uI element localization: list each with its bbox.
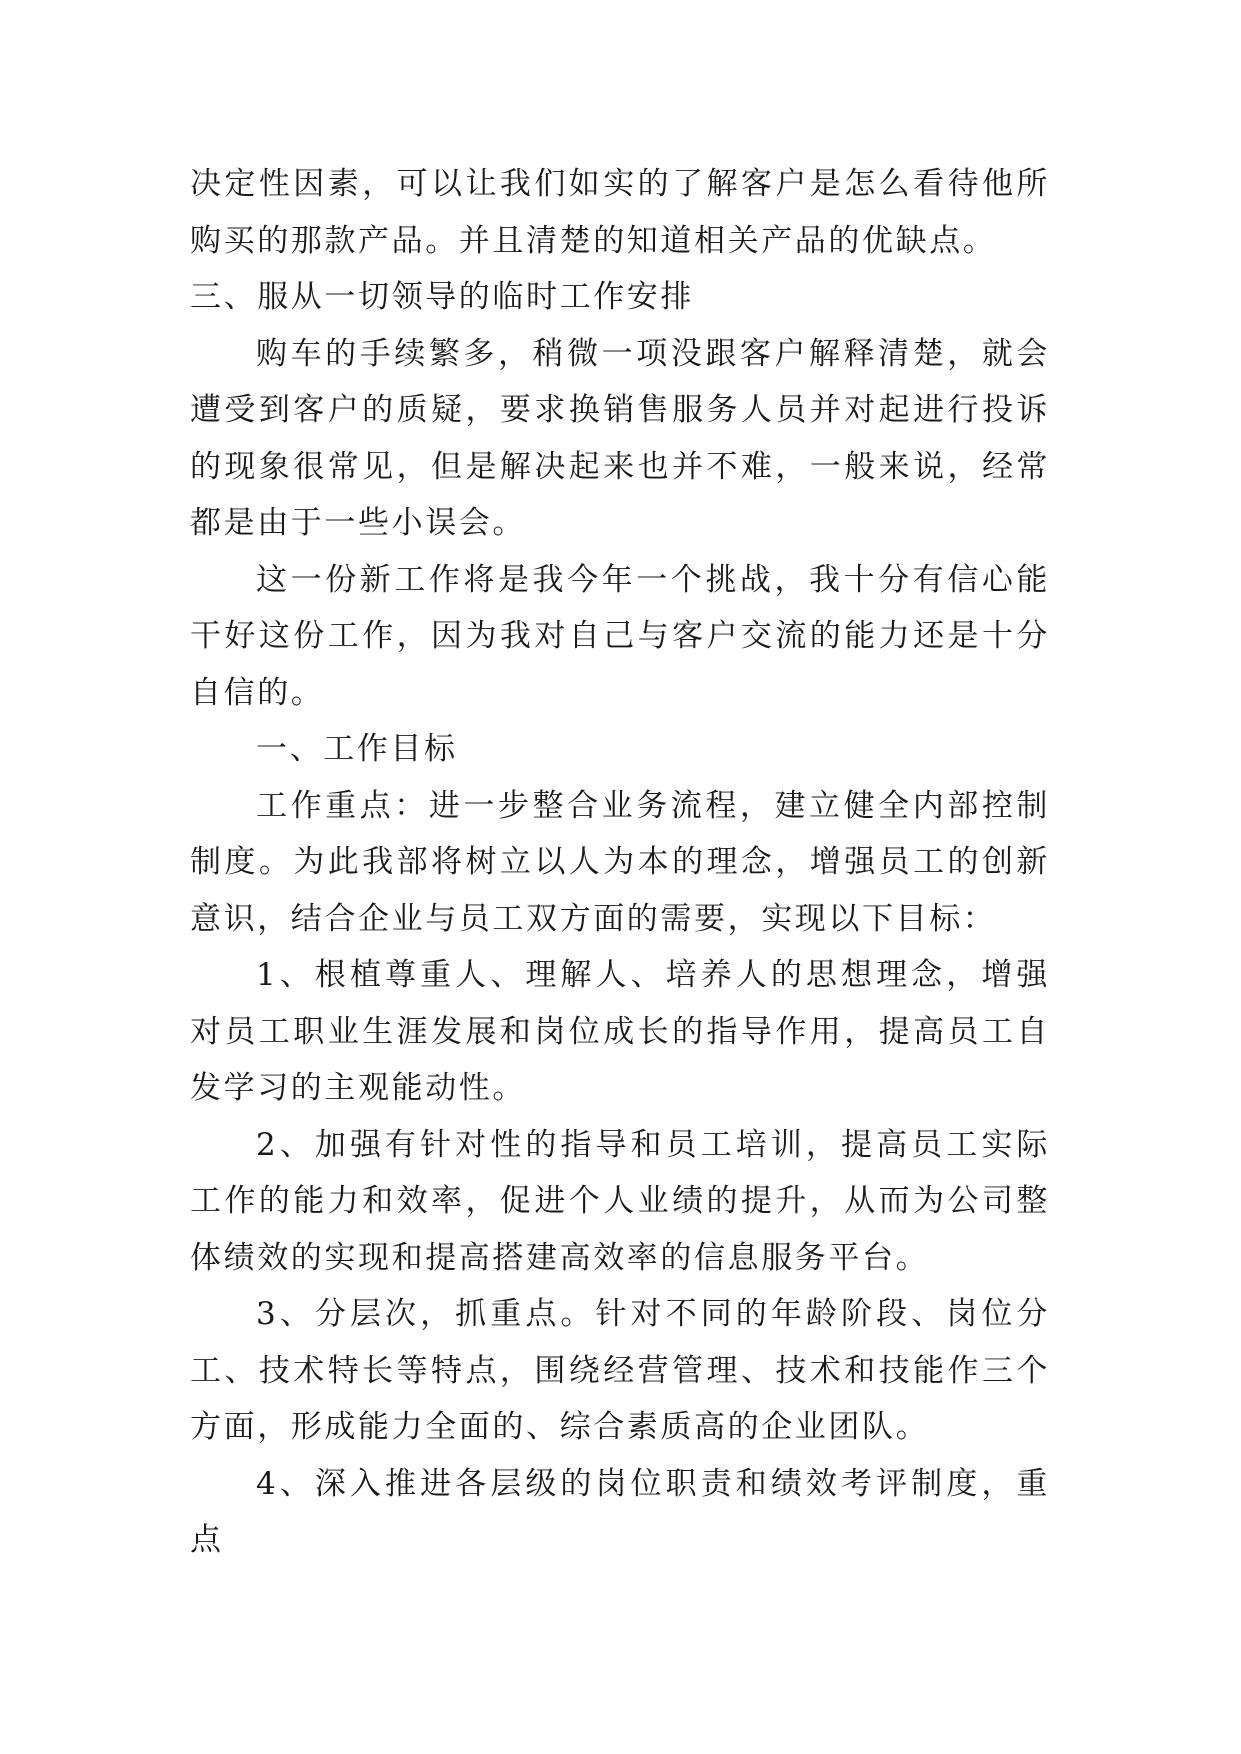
list-item: 3、分层次，抓重点。针对不同的年龄阶段、岗位分工、技术特长等特点，围绕经营管理、技术和技能作三个方面，形成能力全面的、综合素质高的企业团队。 — [190, 1296, 1050, 1445]
paragraph: 工作重点：进一步整合业务流程，建立健全内部控制制度。为此我部将树立以人为本的理念，增强员工的创新意识，结合企业与员工双方面的需要，实现以下目标： — [190, 787, 1050, 937]
paragraph: 决定性因素，可以让我们如实的了解客户是怎么看待他所购买的那款产品。并且清楚的知道相关产品的优缺点。 — [190, 166, 1050, 259]
list-item: 2、加强有针对性的指导和员工培训，提高员工实际工作的能力和效率，促进个人业绩的提升，从而为公司整体绩效的实现和提高搭建高效率的信息服务平台。 — [190, 1126, 1050, 1276]
list-item: 1、根植尊重人、理解人、培养人的思想理念，增强对员工职业生涯发展和岗位成长的指导作用，提高员工自发学习的主观能动性。 — [190, 957, 1050, 1106]
section-heading: 一、工作目标 — [256, 731, 458, 767]
section-heading: 三、服从一切领导的临时工作安排 — [190, 279, 694, 315]
paragraph: 购车的手续繁多，稍微一项没跟客户解释清楚，就会遭受到客户的质疑，要求换销售服务人员并对起进行投诉的现象很常见，但是解决起来也并不难，一般来说，经常都是由于一些小误会。 — [190, 335, 1050, 541]
paragraph: 这一份新工作将是我今年一个挑战，我十分有信心能干好这份工作，因为我对自己与客户交流的能力还是十分自信的。 — [190, 561, 1050, 711]
document-body — [190, 156, 1050, 1569]
list-item: 4、深入推进各层级的岗位职责和绩效考评制度，重点 — [190, 1465, 1050, 1558]
